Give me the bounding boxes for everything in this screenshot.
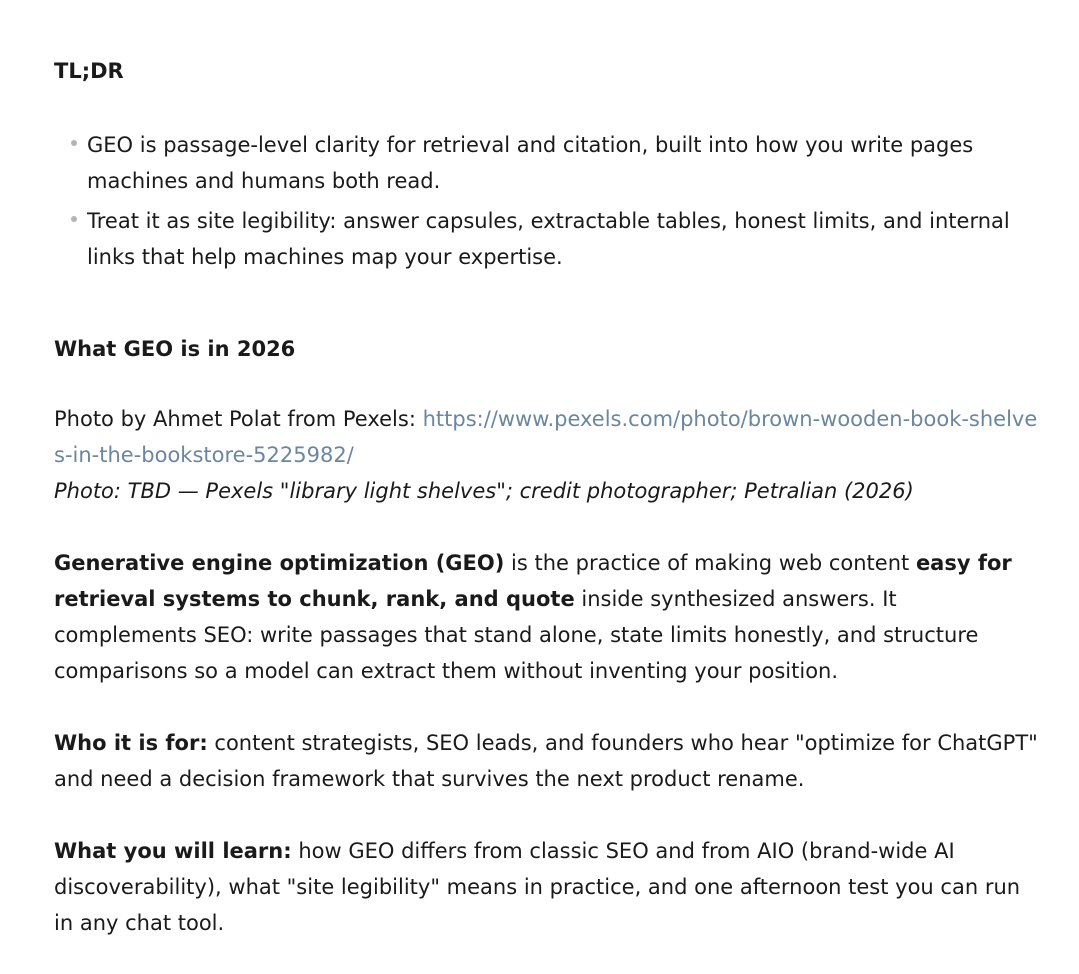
paragraph-text: inside synthesized answers. It complements SEO: write passages that stand alone, state limits honestly, and structure comparisons so a model can extract them without inventing your position. (54, 587, 979, 683)
audience-text: content strategists, SEO leads, and founders who hear "optimize for ChatGPT" and need a decision framework that survives the next product rename. (54, 731, 1038, 791)
photo-credit-link[interactable]: https://www.pexels.com/photo/brown-wooden-book-shelves-in-the-bookstore-5225982/ (54, 407, 1038, 467)
photo-caption: Photo: TBD — Pexels "library light shelves"; credit photographer; Petralian (2026) (54, 479, 914, 503)
photo-credit (54, 401, 1044, 473)
article-body (54, 53, 1044, 941)
tldr-heading: TL;DR (54, 59, 124, 83)
audience-label: Who it is for: (54, 731, 208, 755)
bullet-dot-icon (71, 140, 77, 146)
bold-phrase: easy for retrieval systems to chunk, rank, and quote (54, 551, 1012, 611)
tldr-item-text: GEO is passage-level clarity for retrieval and citation, built into how you write pages machines and humans both read. (87, 133, 974, 193)
list-item (87, 127, 1044, 199)
list-item (87, 203, 1044, 275)
paragraph-text: is the practice of making web content (504, 551, 916, 575)
learn-text: how GEO differs from classic SEO and from AIO (brand-wide AI discoverability), what "site legibility" means in practice, and one afternoon test you can run in any chat tool. (54, 839, 1021, 935)
section-heading: What GEO is in 2026 (54, 337, 296, 361)
learn-paragraph (54, 833, 1044, 941)
tldr-item-text: Treat it as site legibility: answer capsules, extractable tables, honest limits, and internal links that help machines map your expertise. (87, 209, 1010, 269)
bold-term: Generative engine optimization (GEO) (54, 551, 505, 575)
tldr-list (54, 127, 1044, 275)
bullet-dot-icon (71, 216, 77, 222)
photo-credit-prefix: Photo by Ahmet Polat from Pexels: (54, 407, 423, 431)
intro-paragraph (54, 545, 1044, 689)
audience-paragraph (54, 725, 1044, 797)
learn-label: What you will learn: (54, 839, 292, 863)
